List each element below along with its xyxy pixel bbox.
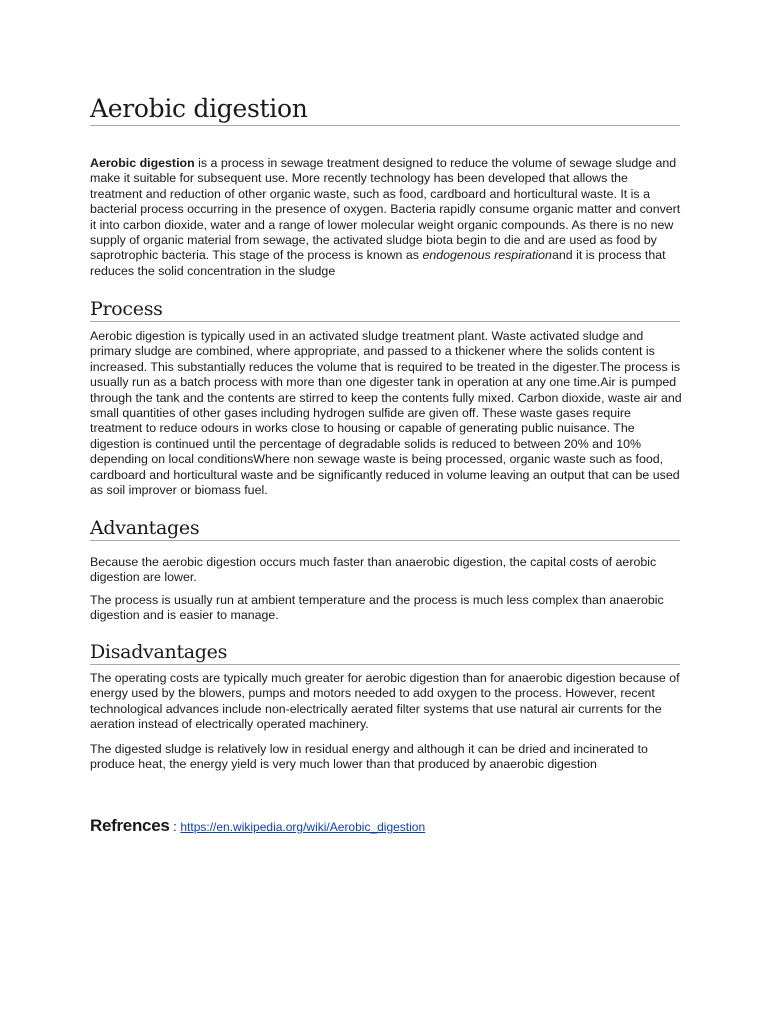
references-link[interactable]: https://en.wikipedia.org/wiki/Aerobic_digestion [180,820,426,834]
process-paragraph: Aerobic digestion is typically used in an activated sludge treatment plant. Waste activated sludge and primary sludge are combined, where appropriate, and passed to a thickener where the solids content is increased. This substantially reduces the volume that is required to be treated in the digester.The process is usually run as a batch process with more than one digester tank in operation at any one time.Air is pumped through the tank and the contents are stirred to keep the contents fully mixed. Carbon dioxide, waste air and small quantities of other gases including hydrogen sulfide are given off. These waste gases require treatment to reduce odours in works close to housing or capable of generating public nuisance. The digestion is continued until the percentage of degradable solids is reduced to between 20% and 10% depending on local conditionsWhere non sewage waste is being processed, organic waste such as food, cardboard and horticultural waste and be significantly reduced in volume leaving an output that can be used as soil improver or biomass fuel. [90,329,682,498]
advantages-paragraph-2: The process is usually run at ambient temperature and the process is much less complex than anaerobic digestion and is easier to manage. [90,593,664,623]
page-title: Aerobic digestion [90,94,680,126]
references-line [90,816,425,836]
intro-paragraph [90,156,682,279]
advantages-paragraph-1: Because the aerobic digestion occurs much faster than anaerobic digestion, the capital costs of aerobic digestion are lower. [90,555,657,585]
section-heading-disadvantages: Disadvantages [90,641,680,665]
intro-italic-term: endogenous respiration [422,248,552,263]
intro-bold-term: Aerobic digestion [90,156,195,170]
section-heading-advantages: Advantages [90,517,680,541]
disadvantages-paragraph-1: The operating costs are typically much greater for aerobic digestion than for anaerobic digestion because of energy used by the blowers, pumps and motors needed to add oxygen to the process. However, recent technological advances include non-electrically aerated filter systems that use natural air currents for the aeration instead of electrically operated machinery. [90,671,680,732]
disadvantages-paragraph-2: The digested sludge is relatively low in residual energy and although it can be dried and incinerated to produce heat, the energy yield is very much lower than that produced by anaerobic digestion [90,742,648,772]
intro-text-b: and it is process that reduces the solid concentration in the sludge [90,248,666,278]
references-label: Refrences [90,816,170,835]
section-heading-process: Process [90,298,680,322]
intro-text-a: is a process in sewage treatment designed to reduce the volume of sewage sludge and make it suitable for subsequent use. More recently technology has been developed that allows the treatment and reduction of other organic waste, such as food, cardboard and horticultural waste. It is a bacterial process occurring in the presence of oxygen. Bacteria rapidly consume organic matter and convert it into carbon dioxide, water and a range of lower molecular weight organic compounds. As there is no new supply of organic material from sewage, the activated sludge biota begin to die and are used as food by saprotrophic bacteria. This stage of the process is known as [90,156,681,263]
references-separator: : [169,819,181,834]
